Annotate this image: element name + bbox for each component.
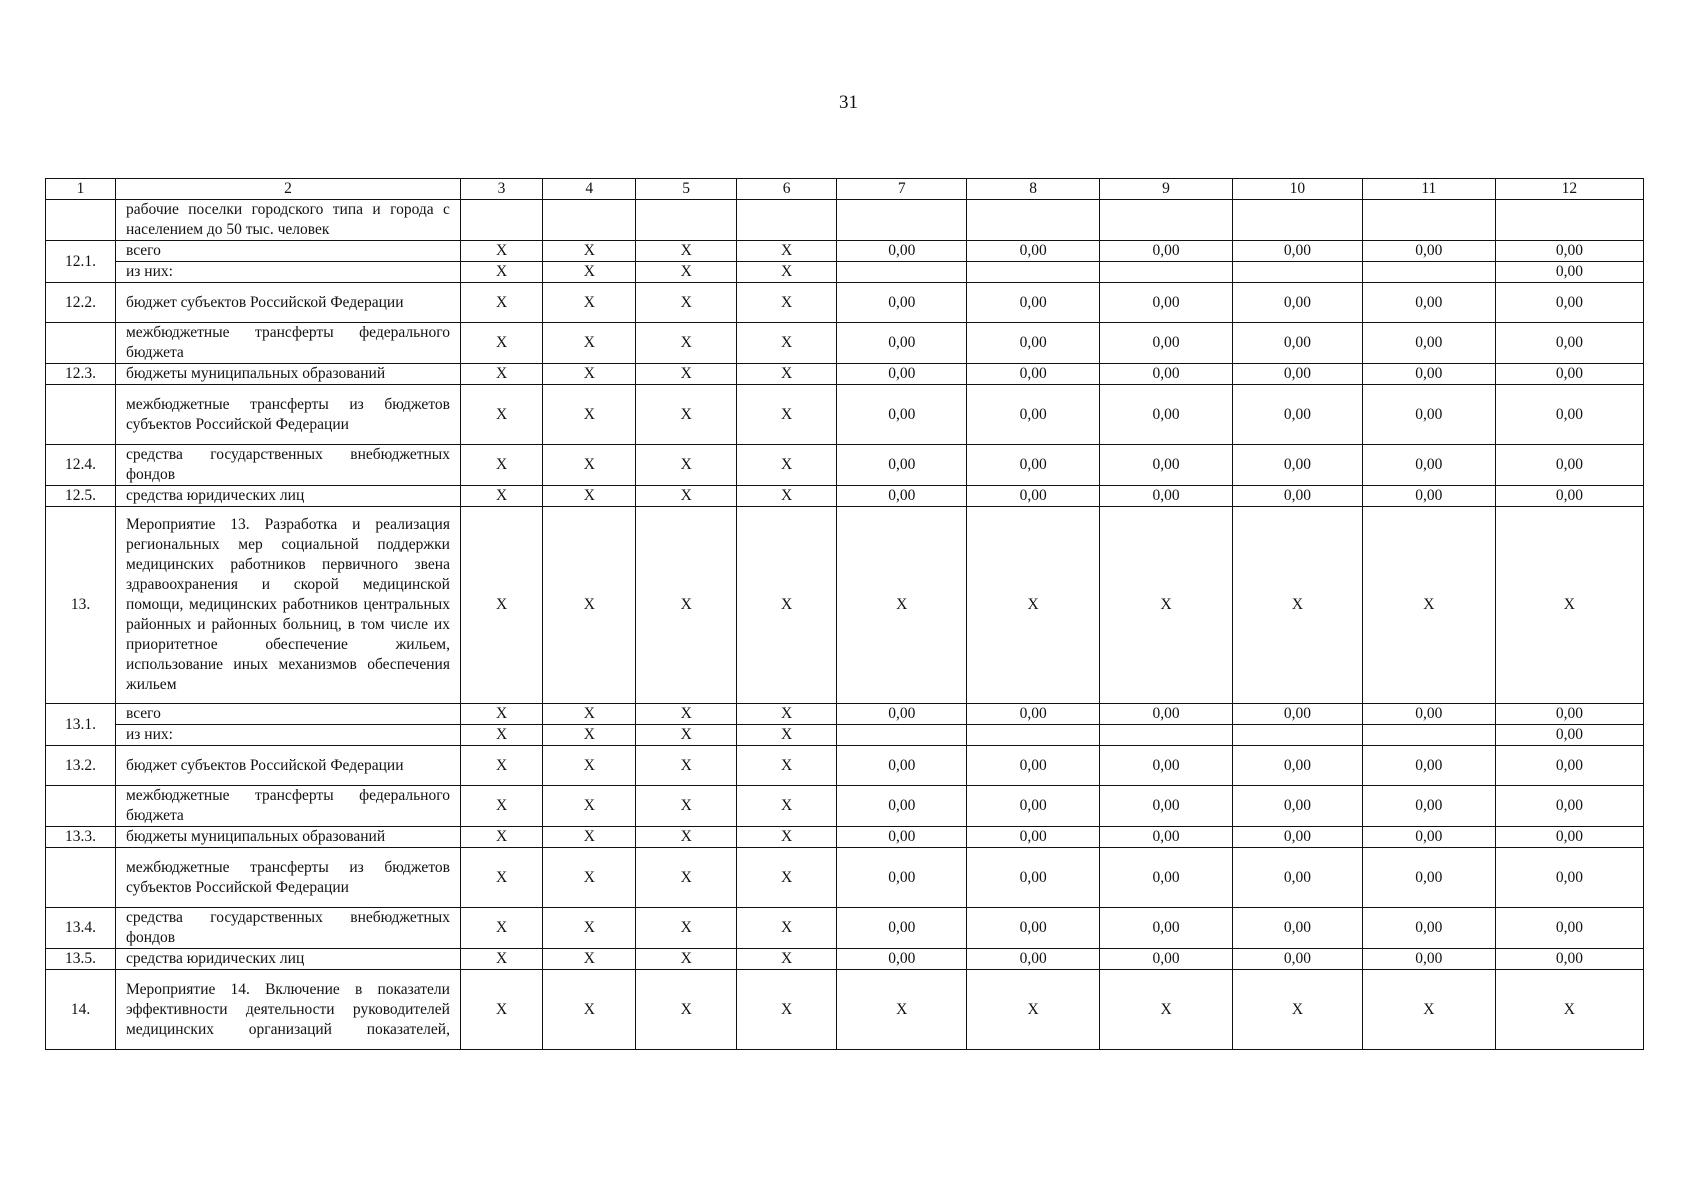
table-cell: X — [1362, 507, 1495, 704]
table-cell — [1362, 200, 1495, 241]
table-cell: 0,00 — [1495, 385, 1643, 445]
table-cell — [1233, 262, 1363, 283]
table-row — [46, 241, 1644, 262]
table-cell: X — [460, 323, 542, 364]
table-cell: 0,00 — [967, 385, 1100, 445]
table-cell: 0,00 — [1495, 848, 1643, 908]
column-header: 12 — [1495, 179, 1643, 200]
table-cell: 0,00 — [1495, 786, 1643, 827]
table-cell: 0,00 — [1495, 364, 1643, 385]
row-number — [46, 200, 116, 241]
table-cell: X — [460, 786, 542, 827]
column-header: 4 — [543, 179, 636, 200]
table-cell: 0,00 — [837, 746, 967, 786]
table-cell: 0,00 — [1100, 786, 1233, 827]
table-cell: X — [736, 507, 836, 704]
table-cell: 0,00 — [967, 364, 1100, 385]
table-cell: 0,00 — [1233, 827, 1363, 848]
table-cell: 0,00 — [837, 949, 967, 970]
table-cell: X — [543, 949, 636, 970]
column-header: 10 — [1233, 179, 1363, 200]
table-cell — [1362, 725, 1495, 746]
table-cell: 0,00 — [1495, 323, 1643, 364]
table-cell: 0,00 — [1100, 385, 1233, 445]
table-cell: 0,00 — [1100, 949, 1233, 970]
table-cell: X — [636, 507, 736, 704]
table-cell: X — [460, 949, 542, 970]
table-cell: 0,00 — [967, 241, 1100, 262]
table-row — [46, 908, 1644, 949]
table-cell: 0,00 — [967, 848, 1100, 908]
table-cell: X — [736, 323, 836, 364]
table-cell: X — [736, 970, 836, 1050]
table-cell: X — [460, 445, 542, 486]
table-cell: X — [736, 385, 836, 445]
table-row — [46, 445, 1644, 486]
header-row — [46, 179, 1644, 200]
table-cell: 0,00 — [1362, 908, 1495, 949]
table-cell: 0,00 — [1362, 827, 1495, 848]
table-cell: 0,00 — [837, 486, 967, 507]
table-cell: 0,00 — [837, 323, 967, 364]
budget-table — [45, 178, 1644, 1050]
row-description: Мероприятие 13. Разработка и реализация региональных мер социальной поддержки медицинских работников первичного звена здравоохранения и скорой медицинской помощи, медицинских работников центральных районных и районных больниц, в том числе их приоритетное обеспечение жильем, использование иных механизмов обеспечения жильем — [116, 507, 461, 704]
table-cell: X — [543, 827, 636, 848]
table-cell: 0,00 — [1495, 283, 1643, 323]
table-cell: X — [460, 486, 542, 507]
table-cell — [543, 200, 636, 241]
column-header: 8 — [967, 179, 1100, 200]
table-cell: 0,00 — [967, 486, 1100, 507]
table-cell: X — [736, 445, 836, 486]
table-cell: X — [636, 241, 736, 262]
table-cell — [1495, 200, 1643, 241]
table-cell: X — [636, 949, 736, 970]
table-cell: X — [636, 262, 736, 283]
table-cell: 0,00 — [1495, 949, 1643, 970]
column-header: 6 — [736, 179, 836, 200]
table-cell: 0,00 — [967, 827, 1100, 848]
table-cell: X — [543, 848, 636, 908]
table-cell: 0,00 — [1100, 908, 1233, 949]
table-cell: 0,00 — [1100, 241, 1233, 262]
table-cell — [1100, 200, 1233, 241]
table-cell: X — [543, 908, 636, 949]
table-body — [46, 179, 1644, 1050]
table-cell: X — [543, 323, 636, 364]
row-number: 13.1. — [46, 704, 116, 746]
column-header: 1 — [46, 179, 116, 200]
table-cell: 0,00 — [1362, 486, 1495, 507]
table-row — [46, 262, 1644, 283]
table-cell: X — [460, 283, 542, 323]
table-cell: X — [543, 364, 636, 385]
table-row — [46, 507, 1644, 704]
table-cell: X — [636, 746, 736, 786]
table-cell: X — [736, 786, 836, 827]
row-description: рабочие поселки городского типа и города с населением до 50 тыс. человек — [116, 200, 461, 241]
table-cell: 0,00 — [1362, 323, 1495, 364]
row-description: Мероприятие 14. Включение в показатели эффективности деятельности руководителей медицинских организаций показателей, — [116, 970, 461, 1050]
table-cell — [736, 200, 836, 241]
column-header: 11 — [1362, 179, 1495, 200]
table-cell: 0,00 — [967, 908, 1100, 949]
column-header: 3 — [460, 179, 542, 200]
table-cell: X — [460, 908, 542, 949]
table-cell: 0,00 — [967, 746, 1100, 786]
table-cell: 0,00 — [837, 241, 967, 262]
table-cell: 0,00 — [967, 949, 1100, 970]
table-cell — [837, 200, 967, 241]
table-cell: 0,00 — [1233, 283, 1363, 323]
column-header: 2 — [116, 179, 461, 200]
table-cell: 0,00 — [1495, 486, 1643, 507]
row-description: средства юридических лиц — [116, 949, 461, 970]
table-row — [46, 786, 1644, 827]
table-cell: 0,00 — [1233, 786, 1363, 827]
row-number: 12.1. — [46, 241, 116, 283]
table-cell: 0,00 — [1233, 949, 1363, 970]
table-cell: 0,00 — [1495, 704, 1643, 725]
table-cell: X — [1495, 970, 1643, 1050]
table-cell: 0,00 — [1495, 262, 1643, 283]
row-description: из них: — [116, 262, 461, 283]
row-number: 13.2. — [46, 746, 116, 786]
table-cell: 0,00 — [1362, 704, 1495, 725]
table-cell — [1100, 262, 1233, 283]
table-cell: X — [837, 507, 967, 704]
table-cell: X — [636, 848, 736, 908]
row-number: 13.5. — [46, 949, 116, 970]
table-cell: X — [636, 445, 736, 486]
table-cell: 0,00 — [837, 786, 967, 827]
column-header: 5 — [636, 179, 736, 200]
table-cell: 0,00 — [1233, 385, 1363, 445]
table-cell: 0,00 — [1100, 848, 1233, 908]
table-cell: X — [1233, 970, 1363, 1050]
table-row — [46, 848, 1644, 908]
table-cell: X — [460, 262, 542, 283]
table-cell: 0,00 — [967, 786, 1100, 827]
table-cell: 0,00 — [837, 704, 967, 725]
table-cell: X — [460, 827, 542, 848]
row-number: 12.5. — [46, 486, 116, 507]
table-cell: 0,00 — [1495, 746, 1643, 786]
table-cell: 0,00 — [1362, 445, 1495, 486]
table-cell: 0,00 — [837, 827, 967, 848]
table-cell: X — [736, 746, 836, 786]
table-cell: X — [736, 704, 836, 725]
table-cell: 0,00 — [837, 908, 967, 949]
table-cell: X — [1495, 507, 1643, 704]
table-cell — [1233, 725, 1363, 746]
table-cell: X — [460, 704, 542, 725]
row-description: бюджеты муниципальных образований — [116, 364, 461, 385]
table-cell: 0,00 — [1233, 323, 1363, 364]
table-cell: 0,00 — [1100, 827, 1233, 848]
table-row — [46, 323, 1644, 364]
table-cell: X — [460, 364, 542, 385]
table-cell: 0,00 — [1233, 364, 1363, 385]
table-cell: 0,00 — [1233, 445, 1363, 486]
table-cell: 0,00 — [837, 385, 967, 445]
table-cell: 0,00 — [1362, 746, 1495, 786]
table-cell: X — [636, 725, 736, 746]
table-row — [46, 364, 1644, 385]
table-cell: X — [636, 364, 736, 385]
row-description: всего — [116, 704, 461, 725]
table-row — [46, 827, 1644, 848]
table-row — [46, 283, 1644, 323]
table-cell: X — [543, 262, 636, 283]
table-cell: X — [543, 283, 636, 323]
table-cell — [460, 200, 542, 241]
table-cell: 0,00 — [1100, 323, 1233, 364]
row-number: 12.4. — [46, 445, 116, 486]
table-cell — [837, 262, 967, 283]
table-cell: 0,00 — [1100, 704, 1233, 725]
table-cell: X — [736, 908, 836, 949]
row-description: бюджет субъектов Российской Федерации — [116, 283, 461, 323]
page-number: 31 — [839, 92, 858, 113]
row-number: 12.3. — [46, 364, 116, 385]
table-cell: 0,00 — [1233, 908, 1363, 949]
table-cell: X — [736, 262, 836, 283]
table-cell: X — [736, 364, 836, 385]
table-cell: 0,00 — [1362, 848, 1495, 908]
table-cell: X — [543, 486, 636, 507]
row-description: бюджеты муниципальных образований — [116, 827, 461, 848]
table-cell: X — [636, 827, 736, 848]
table-cell — [837, 725, 967, 746]
table-cell: X — [636, 908, 736, 949]
table-cell: 0,00 — [1362, 385, 1495, 445]
table-cell: 0,00 — [1362, 364, 1495, 385]
table-cell: X — [736, 486, 836, 507]
row-description: межбюджетные трансферты из бюджетов субъектов Российской Федерации — [116, 848, 461, 908]
table-cell: X — [636, 486, 736, 507]
table-cell: X — [636, 970, 736, 1050]
row-number — [46, 848, 116, 908]
table-cell: X — [736, 725, 836, 746]
row-description: средства юридических лиц — [116, 486, 461, 507]
table-cell: 0,00 — [1233, 241, 1363, 262]
table-cell: X — [636, 385, 736, 445]
table-cell: X — [460, 970, 542, 1050]
row-description: бюджет субъектов Российской Федерации — [116, 746, 461, 786]
table-cell: X — [543, 786, 636, 827]
row-description: межбюджетные трансферты из бюджетов субъектов Российской Федерации — [116, 385, 461, 445]
table-cell: X — [543, 507, 636, 704]
table-cell: 0,00 — [1100, 486, 1233, 507]
table-cell: X — [460, 507, 542, 704]
table-cell: X — [543, 241, 636, 262]
table-cell: X — [543, 445, 636, 486]
table-row — [46, 486, 1644, 507]
table-cell: X — [1233, 507, 1363, 704]
row-description: из них: — [116, 725, 461, 746]
table-cell: 0,00 — [1495, 827, 1643, 848]
table-row — [46, 949, 1644, 970]
table-cell: 0,00 — [1362, 949, 1495, 970]
row-number — [46, 786, 116, 827]
table-cell: X — [460, 848, 542, 908]
table-cell: X — [837, 970, 967, 1050]
table-row — [46, 385, 1644, 445]
table-cell: X — [1362, 970, 1495, 1050]
table-cell: X — [967, 970, 1100, 1050]
table-cell: 0,00 — [967, 323, 1100, 364]
table-cell: 0,00 — [967, 445, 1100, 486]
table-cell: 0,00 — [1495, 445, 1643, 486]
table-cell: 0,00 — [1233, 704, 1363, 725]
table-cell: 0,00 — [1100, 746, 1233, 786]
table-cell: X — [543, 970, 636, 1050]
table-cell: X — [460, 725, 542, 746]
table-cell: X — [460, 746, 542, 786]
table-cell: X — [736, 827, 836, 848]
table-cell — [967, 200, 1100, 241]
table-cell: 0,00 — [1362, 786, 1495, 827]
table-cell: 0,00 — [967, 704, 1100, 725]
table-cell: 0,00 — [1233, 848, 1363, 908]
table-row — [46, 725, 1644, 746]
row-number: 13.3. — [46, 827, 116, 848]
table-cell: X — [543, 385, 636, 445]
table-cell — [636, 200, 736, 241]
table-cell: 0,00 — [837, 848, 967, 908]
row-description: средства государственных внебюджетных фондов — [116, 908, 461, 949]
table-cell: 0,00 — [837, 445, 967, 486]
row-description: всего — [116, 241, 461, 262]
table-row — [46, 970, 1644, 1050]
table-cell: 0,00 — [837, 364, 967, 385]
row-number — [46, 385, 116, 445]
table-cell: 0,00 — [1495, 241, 1643, 262]
table-cell: 0,00 — [1233, 486, 1363, 507]
row-number: 12.2. — [46, 283, 116, 323]
table-cell: 0,00 — [1362, 283, 1495, 323]
table-cell: 0,00 — [837, 283, 967, 323]
table-cell: 0,00 — [1100, 445, 1233, 486]
table-cell: X — [543, 725, 636, 746]
table-cell: 0,00 — [1495, 908, 1643, 949]
table-cell: X — [460, 241, 542, 262]
row-description: средства государственных внебюджетных фондов — [116, 445, 461, 486]
table-cell: X — [543, 746, 636, 786]
table-cell: X — [636, 704, 736, 725]
table-cell — [967, 725, 1100, 746]
table-cell: 0,00 — [1233, 746, 1363, 786]
table-row — [46, 200, 1644, 241]
table-cell: 0,00 — [1362, 241, 1495, 262]
column-header: 9 — [1100, 179, 1233, 200]
table-cell: 0,00 — [1495, 725, 1643, 746]
table-cell: X — [967, 507, 1100, 704]
table-cell: X — [460, 385, 542, 445]
table-row — [46, 746, 1644, 786]
column-header: 7 — [837, 179, 967, 200]
table-cell: X — [636, 283, 736, 323]
table-cell: X — [636, 786, 736, 827]
table-cell: X — [543, 704, 636, 725]
table-cell: X — [1100, 507, 1233, 704]
table-cell: X — [736, 283, 836, 323]
table-cell: 0,00 — [1100, 364, 1233, 385]
table-cell: 0,00 — [1100, 283, 1233, 323]
table-cell — [1100, 725, 1233, 746]
row-number: 13. — [46, 507, 116, 704]
row-number: 14. — [46, 970, 116, 1050]
table-cell — [967, 262, 1100, 283]
table-cell: X — [636, 323, 736, 364]
table-row — [46, 704, 1644, 725]
row-description: межбюджетные трансферты федерального бюджета — [116, 786, 461, 827]
row-description: межбюджетные трансферты федерального бюджета — [116, 323, 461, 364]
table-cell: X — [736, 949, 836, 970]
row-number: 13.4. — [46, 908, 116, 949]
table-cell: 0,00 — [967, 283, 1100, 323]
table-cell: X — [1100, 970, 1233, 1050]
table-cell — [1362, 262, 1495, 283]
row-number — [46, 323, 116, 364]
table-cell — [1233, 200, 1363, 241]
table-cell: X — [736, 241, 836, 262]
table-cell: X — [736, 848, 836, 908]
